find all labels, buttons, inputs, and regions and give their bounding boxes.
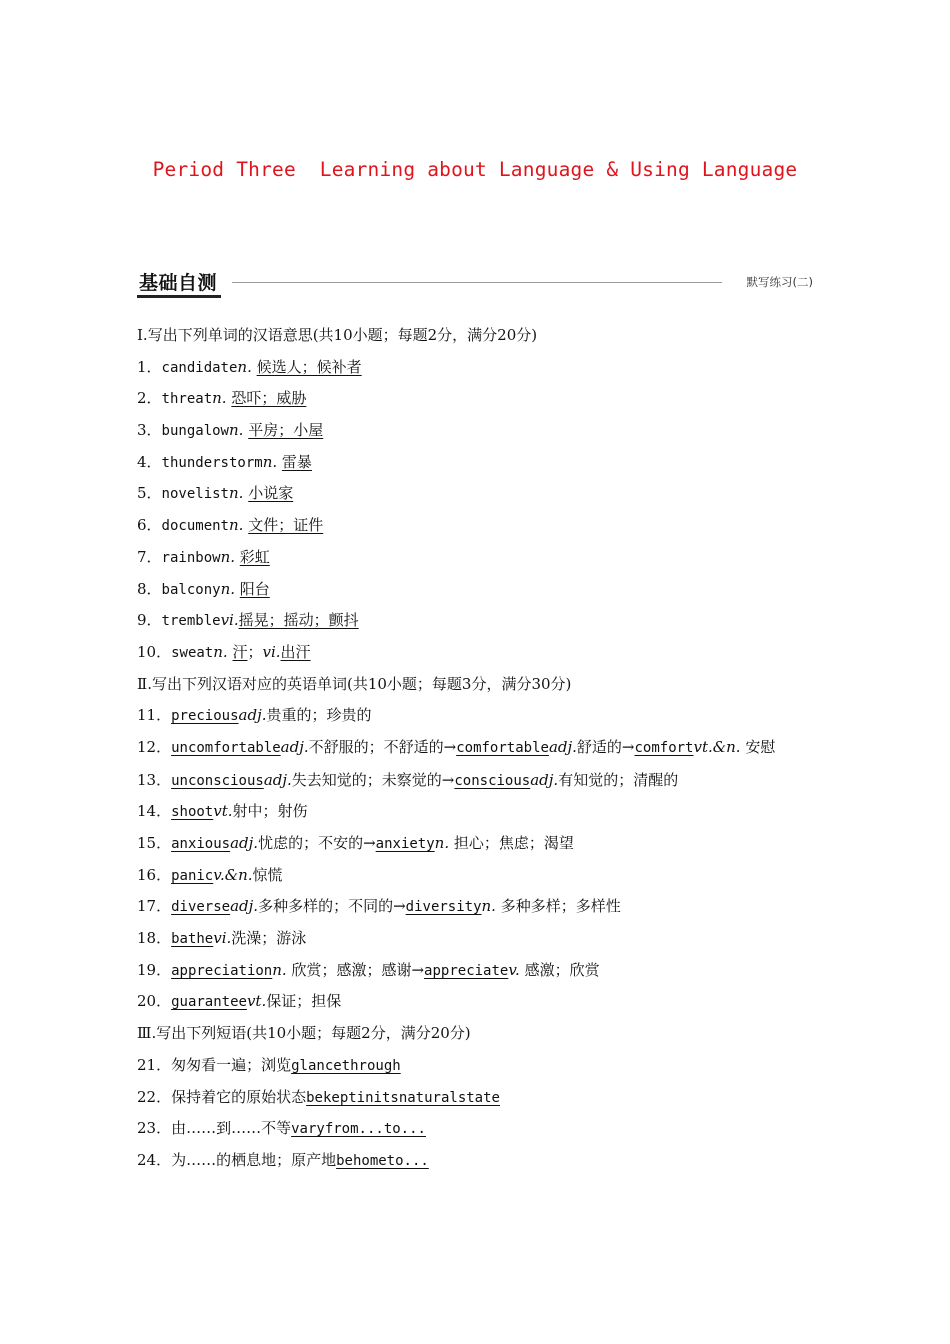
answer: comfortable (456, 739, 549, 756)
answer: 彩虹 (239, 547, 270, 566)
phrase-item: 21．匆匆看一遍；浏览glancethrough (137, 1055, 401, 1074)
banner-rule (232, 282, 722, 283)
vocab-item: 17．diverseadj.多种多样的；不同的→diversityn. 多种多样；多样性 (137, 897, 621, 916)
banner-underline (137, 295, 221, 298)
vocab-item: 10．sweatn. 汗；vi.出汗 (137, 642, 311, 661)
answer: precious (171, 708, 239, 725)
answer: diversity (405, 899, 482, 916)
answer: anxious (171, 836, 231, 853)
answer: appreciation (171, 962, 273, 979)
section-heading-3: Ⅲ.写出下列短语(共10小题；每题2分，满分20分) (137, 1024, 471, 1043)
vocab-item: 7．rainbown. 彩虹 (137, 547, 270, 566)
vocab-item: 16．panicv.&n.惊慌 (137, 865, 283, 884)
phrase-item: 22．保持着它的原始状态bekeptinitsnaturalstate (137, 1087, 500, 1106)
answer: behometo... (336, 1152, 429, 1169)
answer: conscious (454, 772, 531, 789)
vocab-item: 8．balconyn. 阳台 (137, 579, 270, 598)
page-title: Period Three Learning about Language & Using Language (152, 158, 798, 181)
answer: appreciate (424, 962, 509, 979)
answer: 出汗 (280, 642, 311, 661)
exercise-content (137, 320, 827, 1177)
vocab-item: 15．anxiousadj.忧虑的；不安的→anxietyn. 担心；焦虑；渴望 (137, 834, 574, 853)
answer: 平房；小屋 (248, 421, 324, 440)
section-banner (137, 268, 815, 304)
vocab-item: 4．thunderstormn. 雷暴 (137, 452, 312, 471)
vocab-item: 5．novelistn. 小说家 (137, 484, 294, 503)
answer: diverse (171, 899, 231, 916)
vocab-item: 9．tremblevi.摇晃；摇动；颤抖 (137, 611, 359, 630)
answer: varyfrom...to... (291, 1121, 426, 1138)
section-heading-2: Ⅱ.写出下列汉语对应的英语单词(共10小题；每题3分，满分30分) (137, 674, 572, 693)
answer: 恐吓；威胁 (231, 389, 307, 408)
answer: uncomfortable (171, 739, 281, 756)
answer: 候选人；候补者 (256, 357, 362, 376)
phrase-item: 24．为……的栖息地；原产地behometo... (137, 1150, 429, 1169)
vocab-item: 6．documentn. 文件；证件 (137, 516, 324, 535)
answer: anxiety (375, 836, 435, 853)
vocab-item: 2．threatn. 恐吓；威胁 (137, 389, 307, 408)
vocab-item: 1．candidaten. 候选人；候补者 (137, 357, 362, 376)
answer: glancethrough (291, 1057, 401, 1074)
vocab-item: 13．unconsciousadj.失去知觉的；未察觉的→consciousadj.有知觉的；清醒的 (137, 770, 679, 789)
answer: 汗 (232, 642, 248, 661)
vocab-item: 11．preciousadj.贵重的；珍贵的 (137, 706, 372, 725)
answer: bekeptinitsnaturalstate (306, 1089, 500, 1106)
answer: 雷暴 (281, 452, 312, 471)
answer: 摇晃；摇动；颤抖 (238, 611, 359, 630)
answer: guarantee (171, 994, 247, 1011)
answer: 文件；证件 (248, 516, 324, 535)
answer: 阳台 (239, 579, 270, 598)
vocab-item: 18．bathevi.洗澡；游泳 (137, 929, 307, 948)
vocab-item: 14．shootvt.射中；射伤 (137, 802, 308, 821)
banner-tag: 默写练习(二) (746, 275, 813, 289)
answer: unconscious (171, 772, 264, 789)
answer: 小说家 (248, 484, 294, 503)
answer: comfort (634, 739, 694, 756)
vocab-item: 3．bungalown. 平房；小屋 (137, 421, 324, 440)
vocab-item: 20．guaranteevt.保证；担保 (137, 992, 342, 1011)
answer: shoot (171, 804, 214, 821)
section-heading-1: Ⅰ.写出下列单词的汉语意思(共10小题；每题2分，满分20分) (137, 326, 538, 344)
answer: panic (171, 867, 214, 884)
banner-label: 基础自测 (139, 272, 218, 294)
vocab-item: 12．uncomfortableadj.不舒服的；不舒适的→comfortableadj.舒适的→comfortvt.&n. 安慰 (137, 737, 776, 756)
answer: bathe (171, 931, 214, 948)
phrase-item: 23．由……到……不等varyfrom...to... (137, 1119, 426, 1138)
vocab-item: 19．appreciationn. 欣赏；感激；感谢→appreciatev. 感激；欣赏 (137, 960, 600, 979)
